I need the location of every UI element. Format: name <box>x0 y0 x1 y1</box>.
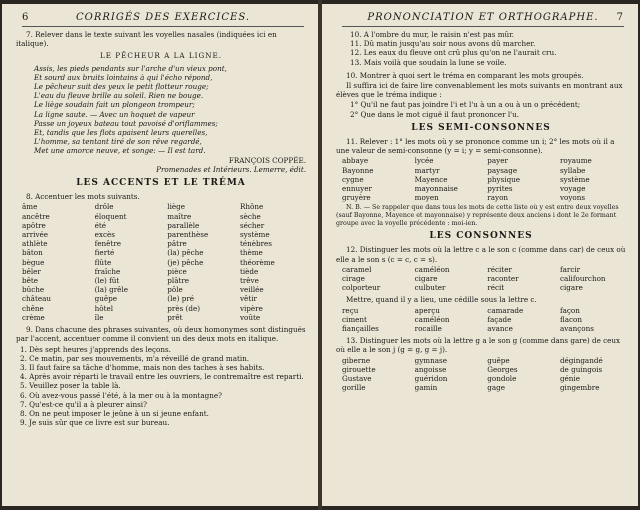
right-page-number: 7 <box>616 12 624 23</box>
word-cell: vipère <box>239 303 263 313</box>
poem-title: LE PÊCHEUR A LA LIGNE. <box>99 51 223 61</box>
word-cell: gamin <box>414 383 438 393</box>
word-cell: gage <box>487 383 506 393</box>
word-cell: abbaye <box>342 156 369 166</box>
exercise-item: 13. Mais voilà que soudain la lune se voile. <box>350 57 507 67</box>
word-cell: gondole <box>487 374 517 384</box>
word-cell: flacon <box>559 314 583 324</box>
poem-line: L'homme, sa tentant tiré de son rêve regardé, <box>34 137 202 147</box>
word-cell: reçu <box>342 305 359 315</box>
exercise-item: 11. Dû matin jusqu'au soir nous avons dû marcher. <box>350 39 536 49</box>
word-cell: hôtel <box>94 303 114 313</box>
exercise-item: 5. Veuillez poser la table là. <box>20 381 121 391</box>
poem-line: La ligne saute. — Avec un hoquet de vapeur <box>34 109 195 119</box>
word-cell: Georges <box>487 364 518 374</box>
exercise-item: 1. Dès sept heures j'apprends des leçons. <box>20 344 171 354</box>
exercise-12b-intro: Mettre, quand il y a lieu, une cédille sous la lettre c. <box>346 295 537 305</box>
exercise-11-word-grid <box>336 156 626 202</box>
left-page <box>2 4 318 506</box>
left-page-body <box>16 30 306 427</box>
word-cell: voyons <box>559 193 586 203</box>
word-cell: dégingandé <box>559 355 603 365</box>
word-cell: tiède <box>239 266 259 276</box>
word-cell: aperçu <box>414 305 440 315</box>
word-cell: cygne <box>342 174 364 184</box>
word-cell: réciter <box>487 264 512 274</box>
word-cell: pôle <box>167 285 183 295</box>
word-cell: ténèbres <box>239 239 272 249</box>
word-cell: ennuyer <box>342 184 372 194</box>
section-title-semi-consonnes: LES SEMI-CONSONNES <box>411 122 551 133</box>
exercise-item: 9. Je suis sûr que ce livre est sur bureau. <box>20 418 170 428</box>
word-cell: pâtre <box>167 239 187 249</box>
word-cell: gorille <box>342 383 366 393</box>
word-cell: raconter <box>487 274 519 284</box>
word-cell: culbuter <box>414 283 446 293</box>
word-cell: ciment <box>342 314 367 324</box>
exercise-point: 2° Que dans le mot ciguë il faut prononcer l'u. <box>350 109 520 119</box>
word-cell: bûche <box>22 285 45 295</box>
word-cell: angoisse <box>414 364 447 374</box>
word-cell: physique <box>487 174 521 184</box>
right-running-title: PRONONCIATION ET ORTHOGRAPHE. <box>367 12 599 23</box>
exercise-item: 6. Où avez-vous passé l'été, à la mer ou à la montagne? <box>20 390 222 400</box>
exercise-item: 2. Ce matin, par ses mouvements, m'a réveillé de grand matin. <box>20 353 250 363</box>
exercise-12-intro: 12. Distinguer les mots où la lettre c a le son c (comme dans car) de ceux où elle a le son s (c = c, c = s). <box>336 245 626 264</box>
word-cell: île <box>94 312 104 322</box>
word-cell: Rhône <box>239 202 264 212</box>
word-cell: excès <box>94 230 115 240</box>
word-cell: (je) pêche <box>167 257 204 267</box>
word-cell: chêne <box>22 303 44 313</box>
word-cell: guêpe <box>94 294 117 304</box>
word-cell: prêt <box>167 312 183 322</box>
exercise-item: 8. On ne peut imposer le jeûne à un si jeune enfant. <box>20 408 209 418</box>
exercise-13-word-grid <box>336 356 626 393</box>
left-page-header <box>22 12 304 27</box>
exercise-8-intro: 8. Accentuer les mots suivants. <box>26 192 140 202</box>
word-cell: farcir <box>559 264 581 274</box>
word-cell: califourchon <box>559 274 606 284</box>
word-cell: plâtre <box>167 276 190 286</box>
word-cell: récit <box>487 283 505 293</box>
word-cell: voyage <box>559 184 586 194</box>
word-cell: bête <box>22 276 38 286</box>
section-title-consonnes: LES CONSONNES <box>429 231 533 242</box>
word-cell: voûte <box>239 312 261 322</box>
poem-line: Et, tandis que les flots apaisent leurs querelles, <box>34 128 208 138</box>
word-cell: giberne <box>342 355 371 365</box>
poem-line: Le liège soudain fait un plongeon trompeur; <box>34 100 195 110</box>
poem-source: Promenades et Intérieurs. Lemerre, édit. <box>156 164 306 174</box>
word-cell: maître <box>167 211 192 221</box>
word-cell: avance <box>487 324 513 334</box>
word-cell: vêtir <box>239 294 257 304</box>
word-cell: façon <box>559 305 580 315</box>
word-cell: caramel <box>342 264 372 274</box>
word-cell: ancêtre <box>22 211 50 221</box>
poem-line: Et sourd aux bruits lointains à qui l'écho répond, <box>34 72 213 82</box>
word-cell: théorème <box>239 257 275 267</box>
word-cell: gruyère <box>342 193 371 203</box>
word-cell: caméléon <box>414 264 450 274</box>
word-cell: génie <box>559 374 580 384</box>
word-cell: Mayence <box>414 174 448 184</box>
word-cell: Bayonne <box>342 165 374 175</box>
word-cell: cirage <box>342 274 365 284</box>
word-cell: (le) fût <box>94 276 120 286</box>
word-cell: pièce <box>167 266 187 276</box>
word-cell: martyr <box>414 165 440 175</box>
word-cell: syllabe <box>559 165 586 175</box>
exercise-9-continued-list <box>336 30 626 67</box>
word-cell: pyrites <box>487 184 513 194</box>
word-cell: fraîche <box>94 266 121 276</box>
word-cell: guêpe <box>487 355 510 365</box>
poem-line: Le pêcheur suit des yeux le petit flotteur rouge; <box>34 82 209 92</box>
word-cell: mayonnaise <box>414 184 458 194</box>
word-cell: rayon <box>487 193 509 203</box>
word-cell: girouette <box>342 364 376 374</box>
exercise-10-points <box>336 100 626 118</box>
section-title-accents: LES ACCENTS ET LE TRÉMA <box>76 178 246 189</box>
word-cell: (la) grêle <box>94 285 128 295</box>
exercise-11-note: N. B. — Se rappeler que dans tous les mots de cette liste où y est entre deux voyelles (sauf Bayonne, Mayence et mayonnaise) y représente deux anciens i dont le 2e formant groupe avec la voyelle précédente : moi-ien. <box>336 204 619 227</box>
word-cell: parenthèse <box>167 230 209 240</box>
word-cell: bâton <box>22 248 43 258</box>
poem-line: L'eau du fleuve brille au soleil. Rien ne bouge. <box>34 91 204 101</box>
word-cell: royaume <box>559 156 592 166</box>
word-cell: payer <box>487 156 508 166</box>
word-cell: lycée <box>414 156 434 166</box>
word-cell: arrivée <box>22 230 49 240</box>
exercise-13-intro: 13. Distinguer les mots où la lettre g a le son g (comme dans gare) de ceux où elle a le son j (g = g, g = j). <box>336 336 621 355</box>
poem-line: Met une amorce neuve, et songe: — Il est tard. <box>34 146 206 156</box>
poem-line: Passe un joyeux bateau tout pavoisé d'oriflammes; <box>34 118 218 128</box>
word-cell: veillée <box>239 285 264 295</box>
word-cell: fenêtre <box>94 239 122 249</box>
word-cell: thème <box>239 248 263 258</box>
exercise-10-body: Il suffira ici de faire lire convenablement les mots suivants en montrant aux élèves que le tréma indique : <box>336 81 623 100</box>
exercise-12-word-grid <box>336 265 626 293</box>
word-cell: paysage <box>487 165 518 175</box>
word-cell: près (de) <box>167 303 201 313</box>
word-cell: avançons <box>559 324 594 334</box>
left-running-title: CORRIGÉS DES EXERCICES. <box>76 12 250 23</box>
word-cell: athlète <box>22 239 48 249</box>
word-cell: crème <box>22 312 45 322</box>
exercise-7-intro: 7. Relever dans le texte suivant les voyelles nasales (indiquées ici en italique). <box>16 30 277 49</box>
word-cell: fiançailles <box>342 324 379 334</box>
exercise-item: 10. A l'ombre du mur, le raisin n'est pas mûr. <box>350 30 515 39</box>
word-cell: trêve <box>239 276 259 286</box>
word-cell: liège <box>167 202 186 212</box>
word-cell: (le) pré <box>167 294 195 304</box>
poem <box>16 64 306 156</box>
word-cell: cigare <box>559 283 583 293</box>
exercise-9-list <box>16 345 306 428</box>
word-cell: parallèle <box>167 220 200 230</box>
word-cell: flûte <box>94 257 112 267</box>
exercise-8-word-grid <box>16 202 306 322</box>
exercise-item: 7. Qu'est-ce qu'il a à pleurer ainsi? <box>20 399 147 409</box>
word-cell: système <box>559 174 590 184</box>
exercise-item: 12. Les eaux du fleuve ont crû plus qu'on ne l'aurait cru. <box>350 48 557 58</box>
exercise-11-intro: 11. Relever : 1° les mots où y se prononce comme un i; 2° les mots où il a une valeur de semi-consonne (y = i; y = semi-consonne). <box>336 137 615 156</box>
word-cell: sèche <box>239 211 261 221</box>
word-cell: été <box>94 220 107 230</box>
right-page <box>322 4 638 506</box>
word-cell: rocaille <box>414 324 442 334</box>
word-cell: drôle <box>94 202 114 212</box>
exercise-12b-word-grid <box>336 306 626 334</box>
poem-line: Assis, les pieds pendants sur l'arche d'un vieux pont, <box>34 63 227 73</box>
word-cell: guéridon <box>414 374 448 384</box>
exercise-item: 4. Après avoir réparti le travail entre les ouvriers, le contremaître est reparti. <box>20 372 304 382</box>
word-cell: fierté <box>94 248 115 258</box>
word-cell: bêler <box>22 266 41 276</box>
exercise-9-intro: 9. Dans chacune des phrases suivantes, où deux homonymes sont distingués par l'accent, accentuer comme il convient un des deux mots en italique. <box>16 325 306 344</box>
word-cell: âme <box>22 202 38 212</box>
exercise-10-intro: 10. Montrer à quoi sert le tréma en comparant les mots groupés. <box>346 70 584 80</box>
right-page-body <box>336 30 626 392</box>
word-cell: moyen <box>414 193 439 203</box>
word-cell: éloquent <box>94 211 127 221</box>
word-cell: colporteur <box>342 283 381 293</box>
poem-author: FRANÇOIS COPPÉE. <box>228 155 306 165</box>
word-cell: apôtre <box>22 220 46 230</box>
word-cell: (la) pêche <box>167 248 204 258</box>
word-cell: gingembre <box>559 383 600 393</box>
word-cell: système <box>239 230 270 240</box>
exercise-point: 1° Qu'il ne faut pas joindre l'i et l'u à un a ou à un o précédent; <box>350 100 581 110</box>
word-cell: gymnase <box>414 355 447 365</box>
word-cell: bègue <box>22 257 45 267</box>
word-cell: camarade <box>487 305 524 315</box>
right-page-header <box>342 12 624 27</box>
word-cell: Gustave <box>342 374 372 384</box>
word-cell: château <box>22 294 51 304</box>
exercise-item: 3. Il faut faire sa tâche d'homme, mais non des taches à ses habits. <box>20 362 265 372</box>
word-cell: caméléon <box>414 314 450 324</box>
word-cell: de guingois <box>559 364 603 374</box>
word-cell: façade <box>487 314 512 324</box>
left-page-number: 6 <box>22 12 30 23</box>
word-cell: sécher <box>239 220 265 230</box>
word-cell: cigare <box>414 274 438 284</box>
